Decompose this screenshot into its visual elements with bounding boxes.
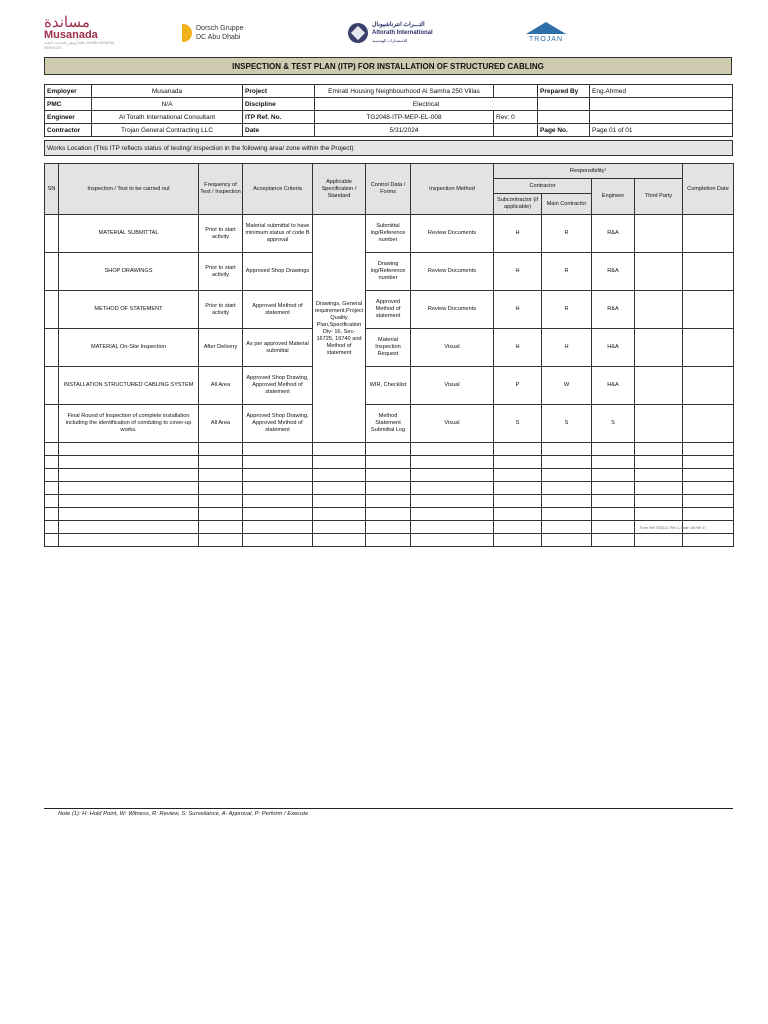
legend-note: Note (1): H: Hold Point, W: Witness, R: Review, S: Surveilance, A: Approval, P: Perform / Execute (58, 811, 309, 817)
method-cell: Review Documents (411, 215, 494, 253)
col-engineer: Engineer (592, 179, 635, 215)
inspection-cell: METHOD OF STATEMENT (59, 291, 199, 329)
sn-cell (45, 253, 59, 291)
col-sn: SN (45, 164, 59, 215)
sub-cell: H (494, 329, 542, 367)
document-title: INSPECTION & TEST PLAN (ITP) FOR INSTALLATION OF STRUCTURED CABLING (44, 57, 732, 75)
third-cell (635, 253, 683, 291)
third-cell (635, 329, 683, 367)
rev-value: Rev: 0 (494, 111, 538, 124)
itp-table (44, 163, 734, 547)
contractor-label: Contractor (45, 124, 92, 137)
completion-cell (683, 253, 734, 291)
empty-row (45, 443, 734, 456)
sn-cell (45, 367, 59, 405)
altorath-english: Altorath International (372, 30, 433, 36)
engineer-cell: R&A (592, 253, 635, 291)
form-reference: Form Ref TMS111, Rev 1, Date: 08 Feb 17 (640, 526, 707, 530)
inspection-cell: MATERIAL On-Site Inspection (59, 329, 199, 367)
project-value: Emirati Housing Neighbourhood Al Samha 250 Villas (315, 85, 494, 98)
altorath-mark-icon (348, 23, 368, 43)
contractor-value: Trojan General Contracting LLC (92, 124, 243, 137)
col-subcontractor: Subcontractor (if applicable) (494, 194, 542, 215)
musanada-logo (44, 13, 124, 50)
sn-cell (45, 405, 59, 443)
pmc-label: PMC (45, 98, 92, 111)
footer-divider (44, 808, 733, 809)
discipline-value: Electrical (315, 98, 538, 111)
method-cell: Visual (411, 405, 494, 443)
method-cell: Review Documents (411, 291, 494, 329)
empty-row (45, 469, 734, 482)
method-cell: Visual (411, 329, 494, 367)
acceptance-cell: Approved Method of statement (243, 291, 313, 329)
col-completion: Completion Date (683, 164, 734, 215)
col-third: Third Party (635, 179, 683, 215)
acceptance-cell: Approved Shop Drawing, Approved Method of statement (243, 367, 313, 405)
table-row (45, 329, 734, 367)
blank-cell (590, 111, 733, 124)
frequency-cell: All Area (199, 405, 243, 443)
method-cell: Review Documents (411, 253, 494, 291)
dorsch-line1: Dorsch Gruppe (196, 25, 244, 32)
empty-row (45, 456, 734, 469)
engineer-value: Al Torath International Consultant (92, 111, 243, 124)
engineer-cell: R&A (592, 291, 635, 329)
empty-row (45, 521, 734, 534)
acceptance-cell: Approved Shop Drawing, Approved Method of statement (243, 405, 313, 443)
third-cell (635, 291, 683, 329)
sub-cell: S (494, 405, 542, 443)
frequency-cell: Prior to start activity (199, 215, 243, 253)
col-frequency: Frequency of Test / Inspection (199, 164, 243, 215)
trojan-logo (516, 16, 576, 50)
altorath-sub: للاستشارات الهندسية (372, 38, 408, 43)
completion-cell (683, 405, 734, 443)
table-row (45, 367, 734, 405)
col-inspection: Inspection / Test to be carried out (59, 164, 199, 215)
sn-cell (45, 329, 59, 367)
trojan-text: TROJAN (529, 36, 563, 43)
project-label: Project (243, 85, 315, 98)
forms-cell: Drawing log/Reference number (366, 253, 411, 291)
blank-cell (494, 124, 538, 137)
frequency-cell: All Area (199, 367, 243, 405)
main-cell: R (542, 215, 592, 253)
project-header-table (44, 84, 733, 137)
forms-cell: Material Inspection Request (366, 329, 411, 367)
prepared-value: Eng.Ahmed (590, 85, 733, 98)
blank-cell (590, 98, 733, 111)
sn-cell (45, 215, 59, 253)
frequency-cell: After Delivery (199, 329, 243, 367)
engineer-cell: S (592, 405, 635, 443)
prepared-label: Prepared By (538, 85, 590, 98)
logo-bar (44, 13, 734, 52)
frequency-cell: Prior to start activity (199, 253, 243, 291)
main-cell: H (542, 329, 592, 367)
spec-cell: Drawings, General requirement,Project Quality Plan,Specification Div- 16, Sec- 16725, 16740 and Method of statement (313, 215, 366, 443)
dorsch-mark-icon (182, 24, 192, 42)
discipline-label: Discipline (243, 98, 315, 111)
musanada-sub: أبوظبي للخدمات العامة ABU DHABI GENERAL SERVICES (44, 41, 115, 50)
engineer-cell: H&A (592, 329, 635, 367)
completion-cell (683, 367, 734, 405)
col-spec: Applicable Specification / Standard (313, 164, 366, 215)
forms-cell: Method Statement Submittal Log (366, 405, 411, 443)
blank-cell (538, 98, 590, 111)
trojan-mountain-icon (520, 22, 572, 36)
table-row (45, 291, 734, 329)
itp-label: ITP Ref. No. (243, 111, 315, 124)
third-cell (635, 215, 683, 253)
empty-row (45, 495, 734, 508)
itp-value: TG2048-ITP-MEP-EL-008 (315, 111, 494, 124)
date-label: Date (243, 124, 315, 137)
page-label: Page No. (538, 124, 590, 137)
forms-cell: Approved Method of statement (366, 291, 411, 329)
engineer-label: Engineer (45, 111, 92, 124)
col-forms: Control Data / Forms (366, 164, 411, 215)
works-location: Works Location (This ITP reflects status of testing/ inspection in the following area/ zone within the Project) (44, 140, 733, 156)
completion-cell (683, 215, 734, 253)
third-cell (635, 405, 683, 443)
dorsch-text (196, 24, 243, 42)
frequency-cell: Prior to start activity (199, 291, 243, 329)
date-value: 5/31/2024 (315, 124, 494, 137)
engineer-cell: H&A (592, 367, 635, 405)
inspection-cell: SHOP DRAWINGS (59, 253, 199, 291)
sub-cell: H (494, 291, 542, 329)
dorsch-logo (182, 16, 272, 50)
col-contractor: Contractor (494, 179, 592, 194)
col-acceptance: Acceptance Criteria (243, 164, 313, 215)
acceptance-cell: As per approved Material submittal (243, 329, 313, 367)
engineer-cell: R&A (592, 215, 635, 253)
acceptance-cell: Material submittal to have minimum status of code B approval (243, 215, 313, 253)
sub-cell: H (494, 215, 542, 253)
completion-cell (683, 291, 734, 329)
project-extra (494, 85, 538, 98)
sn-cell (45, 291, 59, 329)
empty-row (45, 534, 734, 547)
third-cell (635, 367, 683, 405)
sub-cell: P (494, 367, 542, 405)
table-row (45, 215, 734, 253)
inspection-cell: INSTALLATION STRUCTURED CABLING SYSTEM (59, 367, 199, 405)
main-cell: R (542, 291, 592, 329)
employer-label: Employer (45, 85, 92, 98)
col-method: Inspection Method (411, 164, 494, 215)
main-cell: W (542, 367, 592, 405)
main-cell: R (542, 253, 592, 291)
inspection-cell: MATERIAL SUBMITTAL (59, 215, 199, 253)
inspection-cell: Final Round of Inspection of complete installation including the identification of conduting to cover-up works. (59, 405, 199, 443)
table-row (45, 253, 734, 291)
forms-cell: Submittal log/Reference number (366, 215, 411, 253)
acceptance-cell: Approved Shop Drawings (243, 253, 313, 291)
musanada-english: Musanada (44, 29, 98, 41)
pmc-value: N/A (92, 98, 243, 111)
altorath-text (372, 21, 433, 45)
method-cell: Visual (411, 367, 494, 405)
blank-cell (538, 111, 590, 124)
sub-cell: H (494, 253, 542, 291)
dorsch-line2: DC Abu Dhabi (196, 34, 241, 41)
col-main: Main Contractor (542, 194, 592, 215)
table-row (45, 405, 734, 443)
main-cell: S (542, 405, 592, 443)
page-value: Page 01 of 01 (590, 124, 733, 137)
col-responsibility: Responsibility¹ (494, 164, 683, 179)
altorath-logo (348, 16, 448, 50)
empty-row (45, 482, 734, 495)
empty-row (45, 508, 734, 521)
forms-cell: WIR, Checklist (366, 367, 411, 405)
altorath-arabic: التـــراث انترناشيونال (372, 22, 425, 28)
completion-cell (683, 329, 734, 367)
musanada-arabic: مساندة (44, 13, 90, 31)
employer-value: Musanada (92, 85, 243, 98)
